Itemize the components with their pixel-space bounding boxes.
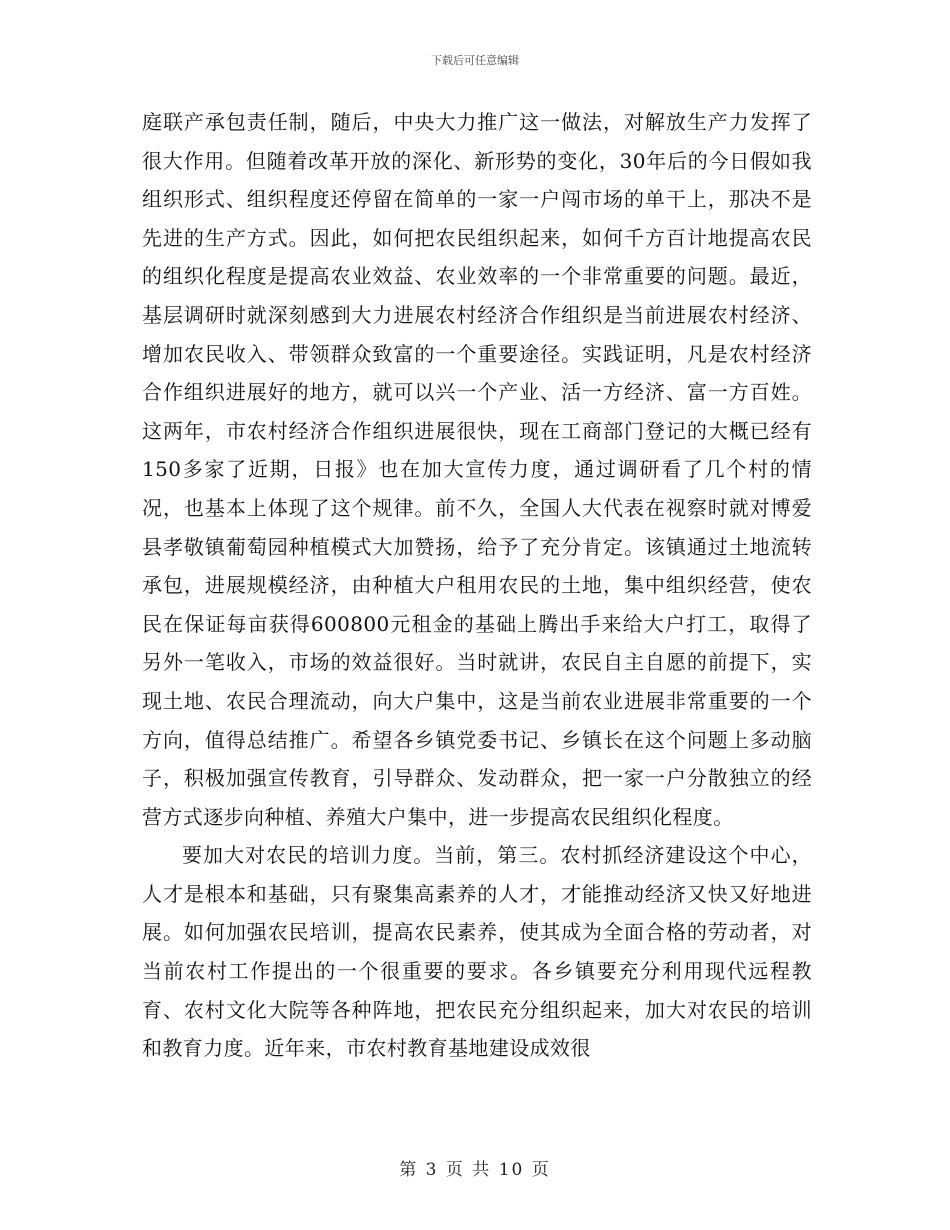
paragraph-third-point: 要加大对农民的培训力度。当前，第三。农村抓经济建设这个中心，人才是根本和基础，只有聚集高素养的人才，才能推动经济又快又好地进展。如何加强农民培训，提高农民素养，使其成为全面合格的劳动者，对当前农村工作提出的一个很重要的要求。各乡镇要充分利用现代远程教育、农村文化大院等各种阵地，把农民充分组织起来，加大对农民的培训和教育力度。近年来，市农村教育基地建设成效很 (142, 843, 812, 1061)
paragraph-continued: 庭联产承包责任制，随后，中央大力推广这一做法，对解放生产力发挥了很大作用。但随着改革开放的深化、新形势的变化，30年后的今日假如我组织形式、组织程度还停留在简单的一家一户闯市场的单干上，那决不是先进的生产方式。因此，如何把农民组织起来，如何千方百计地提高农民的组织化程度是提高农业效益、农业效率的一个非常重要的问题。最近，基层调研时就深刻感到大力进展农村经济合作组织是当前进展农村经济、增加农民收入、带领群众致富的一个重要途径。实践证明，凡是农村经济合作组织进展好的地方，就可以兴一个产业、活一方经济、富一方百姓。这两年，市农村经济合作组织进展很快，现在工商部门登记的大概已经有150多家了近期，日报》也在加大宣传力度，通过调研看了几个村的情况，也基本上体现了这个规律。前不久，全国人大代表在视察时就对博爱县孝敬镇葡萄园种植模式大加赞扬，给予了充分肯定。该镇通过土地流转承包，进展规模经济，由种植大户租用农民的土地，集中组织经营，使农民在保证每亩获得600800元租金的基础上腾出手来给大户打工，取得了另外一笔收入，市场的效益很好。当时就讲，农民自主自愿的前提下，实现土地、农民合理流动，向大户集中，这是当前农业进展非常重要的一个方向，值得总结推广。希望各乡镇党委书记、乡镇长在这个问题上多动脑子，积极加强宣传教育，引导群众、发动群众，把一家一户分散独立的经营方式逐步向种植、养殖大户集中，进一步提高农民组织化程度。 (142, 110, 812, 829)
page-number-footer: 第 3 页 共 10 页 (399, 1160, 551, 1180)
page-header: 下载后可任意编辑 (431, 54, 519, 67)
document-body (142, 103, 812, 1068)
